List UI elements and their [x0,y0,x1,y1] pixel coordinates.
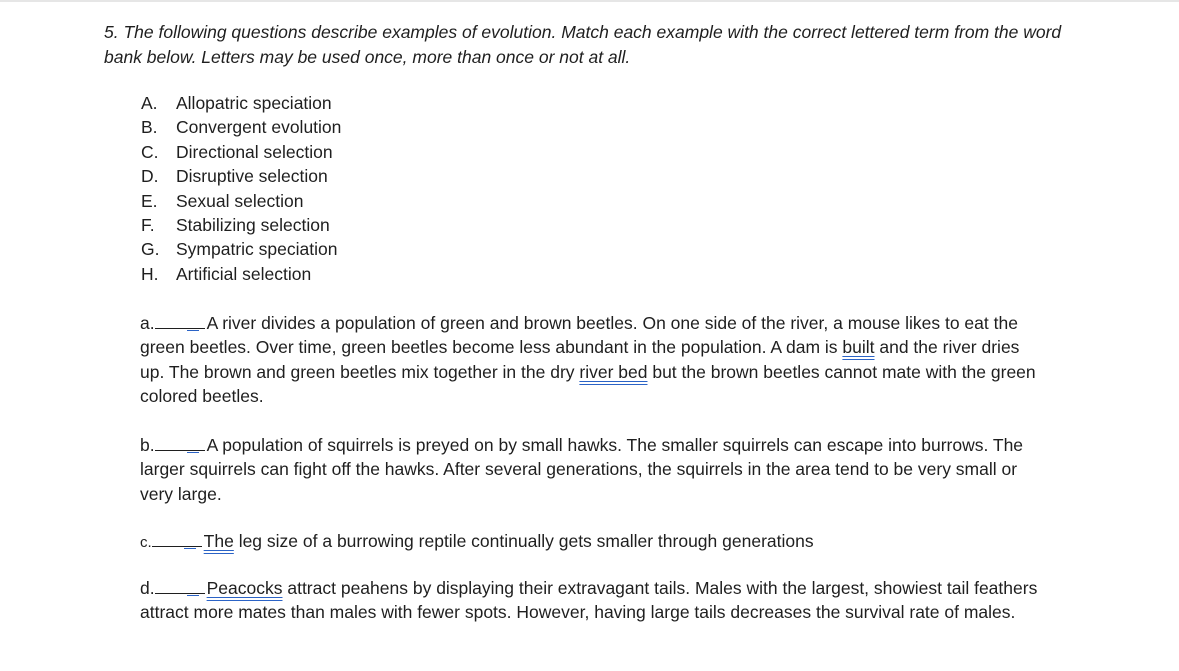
word-bank-term: Disruptive selection [176,166,328,187]
example-label: a. [140,313,155,333]
example-label: c. [140,534,152,551]
word-bank-term: Convergent evolution [176,117,342,138]
page-top-border [0,0,1179,2]
word-bank-item [141,262,341,286]
grammar-flagged-word: built [842,337,875,358]
word-bank-item [141,140,341,164]
word-bank-letter: D. [141,166,159,187]
word-bank-term: Artificial selection [176,263,312,284]
question-prompt: 5. The following questions describe examples of evolution. Match each example with the correct lettered term from the word bank below. Letters may be used once, more than once or not at all. [104,22,1062,67]
word-bank-letter: C. [141,141,159,162]
example-first-word: A [206,435,218,455]
example-c [140,529,1040,555]
word-bank-item [141,164,341,188]
word-bank-item [141,91,341,115]
word-bank-term: Sympatric speciation [176,239,338,260]
example-text: river divides a population of green and brown beetles. On one side of the river, a mouse likes to eat the green beetles. Over time, green beetles become less abundant in the population. A dam is [140,313,1018,358]
example-first-word: The [203,531,234,551]
example-text: but the brown beetles cannot mate with the green colored beetles. [140,361,1036,407]
example-text: leg size of a burrowing reptile continually gets smaller through generations [233,531,814,551]
answer-blank[interactable] [152,530,202,547]
example-text: population of squirrels is preyed on by small hawks. The smaller squirrels can escape into burrows. The larger squirrels can fight off the hawks. After several generations, the squirrels in the area tend to be very small or very large. [140,435,1024,504]
example-d [140,576,1040,625]
example-label: d. [140,578,155,598]
example-text: attract peahens by displaying their extravagant tails. Males with the largest, showiest tail feathers attract more mates than males with fewer spots. However, having large tails decreases the survival rate of males. [140,578,1038,623]
example-label: b. [140,435,155,455]
word-bank-letter: F. [141,215,155,236]
word-bank-letter: H. [141,263,159,284]
word-bank-term: Allopatric speciation [176,93,332,113]
word-bank-item [141,189,341,213]
answer-blank[interactable] [155,312,205,329]
word-bank-item [141,115,341,139]
word-bank-item [141,213,341,237]
example-a [140,311,1040,409]
grammar-flagged-phrase: river bed [579,361,648,382]
word-bank-item [141,237,341,261]
word-bank-letter: B. [141,117,158,138]
word-bank-letter: G. [141,239,160,260]
example-first-word: A [206,313,218,333]
example-text: and the river dries up. The brown and green beetles mix together in the dry [140,337,1020,382]
word-bank-term: Directional selection [176,141,333,162]
answer-blank[interactable] [155,434,205,451]
word-bank-term: Sexual selection [176,190,304,211]
example-b [140,433,1040,506]
word-bank-term: Stabilizing selection [176,215,330,236]
word-bank-letter: A. [141,93,158,113]
word-bank-letter: E. [141,190,158,211]
answer-blank[interactable] [155,577,205,594]
word-bank [141,91,341,286]
example-first-word: Peacocks [206,578,283,598]
